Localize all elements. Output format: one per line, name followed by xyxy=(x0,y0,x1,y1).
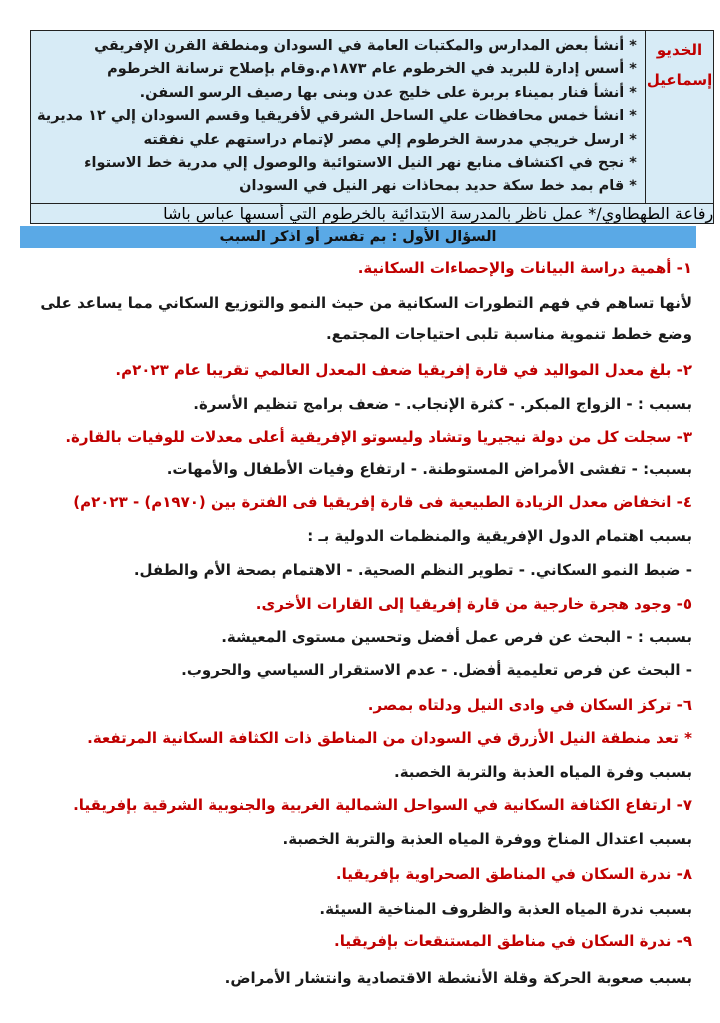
achievement-item: * نجح في اكتشاف منابع نهر النيل الاستوائية والوصول إلي مدرية خط الاستواء xyxy=(84,155,637,172)
answer-line: ٣- سجلت كل من دولة نيجيريا وتشاد وليسوتو الإفريقية أعلى معدلات للوفيات بالقارة. xyxy=(65,428,692,446)
answer-line: بسبب صعوبة الحركة وقلة الأنشطة الاقتصادية وانتشار الأمراض. xyxy=(224,969,692,987)
achievement-item: * أنشأ فنار بميناء بربرة على خليج عدن وبنى بها رصيف الرسو السفن. xyxy=(139,84,637,101)
person-name-line-2: إسماعيل xyxy=(646,71,713,89)
answer-line: ٥- وجود هجرة خارجية من قارة إفريقيا إلى القارات الأخرى. xyxy=(255,595,692,613)
answer-line: - البحث عن فرص تعليمية أفضل. - عدم الاستقرار السياسي والحروب. xyxy=(181,661,692,679)
achievement-item: * انشأ خمس محافظات علي الساحل الشرقي لأفريقيا وقسم السودان إلي ١٢ مديرية xyxy=(37,108,637,125)
achievements-cell xyxy=(31,31,646,204)
answer-line: ٦- تركز السكان في وادى النيل ودلتاه بمصر. xyxy=(367,696,692,714)
answer-line: بسبب : - الزواج المبكر. - كثرة الإنجاب. - ضعف برامج تنظيم الأسرة. xyxy=(193,395,692,413)
answer-line: بسبب وفرة المياه العذبة والتربة الخصبة. xyxy=(394,763,692,781)
answer-line: ٧- ارتفاع الكثافة السكانية في السواحل الشمالية الغربية والجنوبية الشرقية بإفريقيا. xyxy=(73,796,692,814)
person-name-cell xyxy=(645,31,713,204)
answer-line: بسبب ندرة المياه العذبة والظروف المناخية السيئة. xyxy=(319,900,692,918)
question-header: السؤال الأول : بم تفسر أو اذكر السبب xyxy=(20,226,696,248)
answer-line: بسبب : - البحث عن فرص عمل أفضل وتحسين مستوى المعيشة. xyxy=(221,628,692,646)
answer-line: وضع خطط تنموية مناسبة تلبى احتياجات المجتمع. xyxy=(325,325,692,343)
answer-line: ١- أهمية دراسة البيانات والإحصاءات السكانية. xyxy=(357,259,692,277)
tahtawy-name: رفاعة الطهطاوي xyxy=(601,203,714,223)
answer-line: ٩- ندرة السكان في مناطق المستنقعات بإفريقيا. xyxy=(334,932,692,950)
tahtawy-text: /* عمل ناظر بالمدرسة الابتدائية بالخرطوم التي أسسها عباس باشا xyxy=(163,203,602,223)
achievement-item: * ارسل خريجي مدرسة الخرطوم إلي مصر لإتمام دراستهم علي نفقته xyxy=(143,131,637,148)
answer-line: لأنها تساهم في فهم التطورات السكانية من حيث النمو والتوزيع السكاني مما يساعد على xyxy=(40,294,692,312)
answer-line: ٢- بلغ معدل المواليد في قارة إفريقيا ضعف المعدل العالمي تقريبا عام ٢٠٢٣م. xyxy=(115,361,692,379)
answer-line: ٨- ندرة السكان في المناطق الصحراوية بإفريقيا. xyxy=(335,865,692,883)
achievement-item: * أسس إدارة للبريد في الخرطوم عام ١٨٧٣م.وقام بإصلاح ترسانة الخرطوم xyxy=(107,61,637,78)
achievement-item: * قام بمد خط سكة حديد بمحاذات نهر النيل في السودان xyxy=(239,178,637,195)
khedive-ismail-table xyxy=(30,30,714,224)
answer-line: بسبب اهتمام الدول الإفريقية والمنظمات الدولية بـ : xyxy=(307,527,692,545)
achievement-item: * أنشأ بعض المدارس والمكتبات العامة في السودان ومنطقة القرن الإفريقي xyxy=(94,38,637,54)
answer-line: بسبب اعتدال المناخ ووفرة المياه العذبة والتربة الخصبة. xyxy=(282,830,692,848)
person-name-line-1: الخديو xyxy=(656,41,703,59)
tahtawy-row xyxy=(31,203,714,223)
answer-line: بسبب: - تفشى الأمراض المستوطنة. - ارتفاع وفيات الأطفال والأمهات. xyxy=(166,460,692,478)
answer-line: * تعد منطقة النيل الأزرق في السودان من المناطق ذات الكثافة السكانية المرتفعة. xyxy=(87,729,692,747)
answer-line: - ضبط النمو السكاني. - تطوير النظم الصحية. - الاهتمام بصحة الأم والطفل. xyxy=(133,561,692,579)
answer-line: ٤- انخفاض معدل الزيادة الطبيعية فى قارة إفريقيا فى الفترة بين (١٩٧٠م) - ٢٠٢٣م) xyxy=(73,493,692,511)
